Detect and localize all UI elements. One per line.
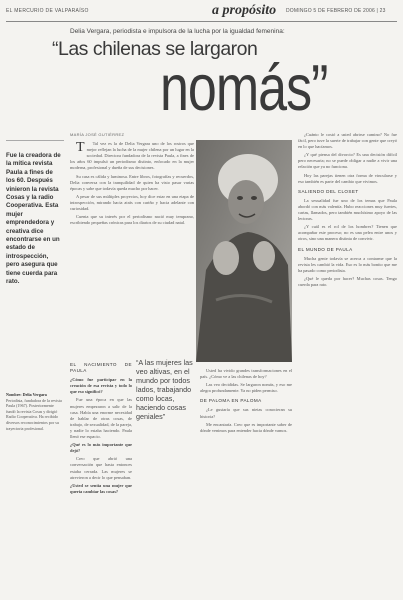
answer: Fue una época en que las mujeres empezaron a salir de la casa. Había una enorme necesidad de hablar de otras cosas, de trabajo, de sexualidad, de la pareja, y nadie lo estaba haciendo. Paula llenó ese espacio. [70, 397, 132, 440]
paragraph: ¿Y qué piensa del divorcio? Es una decisión difícil pero necesaria; no se puede obligar a nadie a vivir una relación que ya no funciona. [298, 152, 397, 170]
headline-line-2: nomás” [160, 52, 328, 125]
subhead-closet: SALIENDO DEL CLOSET [298, 188, 359, 194]
article-intro [70, 141, 194, 171]
question: ¿Usted se sentía una mujer que quería cambiar las cosas? [70, 482, 132, 494]
subhead-paloma: DE PALOMA EN PALOMA [200, 398, 262, 404]
paragraph: Mucha gente todavía se acerca a contarme que la revista les cambió la vida. Eso es lo más bonito que me ha pasado como periodista. [298, 255, 397, 273]
lead-rule [6, 140, 64, 141]
paragraph: Hoy las parejas tienen otra forma de vincularse y eso también es parte del cambio que vivimos. [298, 172, 397, 184]
article-column-right [298, 132, 397, 596]
photo-caption [6, 392, 62, 431]
photo-caption-text: Periodista, fundadora de la revista Paula (1967). Posteriormente fundó la revista Cosas y dirigió Radio Cooperativa. Ha recibido diversos reconocimientos por su trayectoria profesional. [6, 397, 62, 431]
dateline: DOMINGO 5 DE FEBRERO DE 2006 | 23 [286, 8, 386, 14]
paragraph: Su casa es cálida y luminosa. Entre libros, fotografías y recuerdos, Delia conversa con la tranquilidad de quien ha visto pasar varias épocas y sabe que todavía queda mucho por hacer. [70, 173, 194, 191]
portrait-photo [196, 140, 292, 362]
question: ¿Qué es lo más importante que dejó? [70, 442, 132, 454]
intro-text: Tal vez es la de Delia Vergara uno de los rostros que mejor reflejan la lucha de la mujer chilena por un lugar en la sociedad. Directora fundadora de la revista Paula, a fines de los años 60 impulsó un periodismo distinto, enfocado en la mujer moderna, profesional y dueña de sus decisiones. [70, 141, 194, 171]
paragraph: Usted ha vivido grandes transformaciones en el país. ¿Cómo ve a las chilenas de hoy? [200, 368, 292, 380]
subhead-mundo: EL MUNDO DE PAULA [298, 246, 353, 252]
paragraph: A pesar de sus múltiples proyectos, hoy dice estar en una etapa de introspección, mirando hacia atrás con cariño y hacia adelante con curiosidad. [70, 193, 194, 212]
paragraph: Me encantaría. Creo que es importante saber de dónde venimos para entender hacia dónde vamos. [200, 421, 292, 433]
paper-name: EL MERCURIO DE VALPARAÍSO [6, 8, 89, 14]
subhead-paula: EL NACIMIENTO DE PAULA [70, 362, 132, 374]
paragraph: La sexualidad fue uno de los temas que Paula abordó con más valentía. Hubo reacciones muy fuertes, cartas, llamados, pero también muchísimo apoyo de las lectoras. [298, 197, 397, 222]
article-column-center [200, 368, 292, 596]
paragraph: ¿Le gustaría que sus nietas conocieran su historia? [200, 407, 292, 419]
question: ¿Cómo fue participar en la creación de esa revista y todo lo que eso significó? [70, 377, 132, 395]
portrait-illustration [196, 140, 292, 362]
article-column-qa [70, 358, 132, 596]
article-column-intro [70, 132, 194, 354]
paragraph: Las veo decididas. Se largaron nomás, y eso me alegra profundamente. Ya no piden permiso. [200, 382, 292, 394]
article-lead: Fue la creadora de la mítica revista Paula a fines de los 60. Después vinieron la revista Cosas y la radio Cooperativa. Esta mujer emprendedora y creativa dice encontrarse en un estado de introspección, pero asegura que tiene cuerda para rato. [6, 152, 61, 286]
masthead-rule [6, 21, 397, 22]
paragraph: Cuenta que su interés por el periodismo nació muy temprano, escribiendo pequeñas crónicas para los diarios de su ciudad natal. [70, 214, 194, 226]
article-kicker: Delia Vergara, periodista e impulsora de la lucha por la igualdad femenina: [70, 28, 285, 35]
answer: Creo que abrió una conversación que hasta entonces estaba cerrada. Las mujeres se atrevieron a decir lo que pensaban. [70, 456, 132, 480]
paragraph: ¿Cuánto le costó a usted abrirse camino? No fue fácil, pero tuve la suerte de trabajar con gente que creyó en lo que hacíamos. [298, 132, 397, 150]
headline-line-1: “Las chilenas se largaron [52, 38, 258, 60]
drop-cap: T [76, 140, 85, 156]
pull-quote: “A las mujeres las veo altivas, en el mundo por todos lados, trabajando como locas, haciendo cosas geniales” [136, 358, 193, 421]
paragraph: ¿Qué le queda por hacer? Muchas cosas. Tengo cuerda para rato. [298, 275, 397, 287]
paragraph: ¿Y cuál es el rol de los hombres? Tienen que acompañar este proceso; no es una pelea entre unos y otros, sino una manera distinta de convivir. [298, 224, 397, 242]
article-byline: MARÍA JOSÉ GUTIÉRREZ [70, 132, 125, 137]
photo-caption-title: Nombre: Delia Vergara [6, 392, 47, 397]
section-name: a propósito [212, 3, 277, 18]
masthead [6, 3, 397, 18]
